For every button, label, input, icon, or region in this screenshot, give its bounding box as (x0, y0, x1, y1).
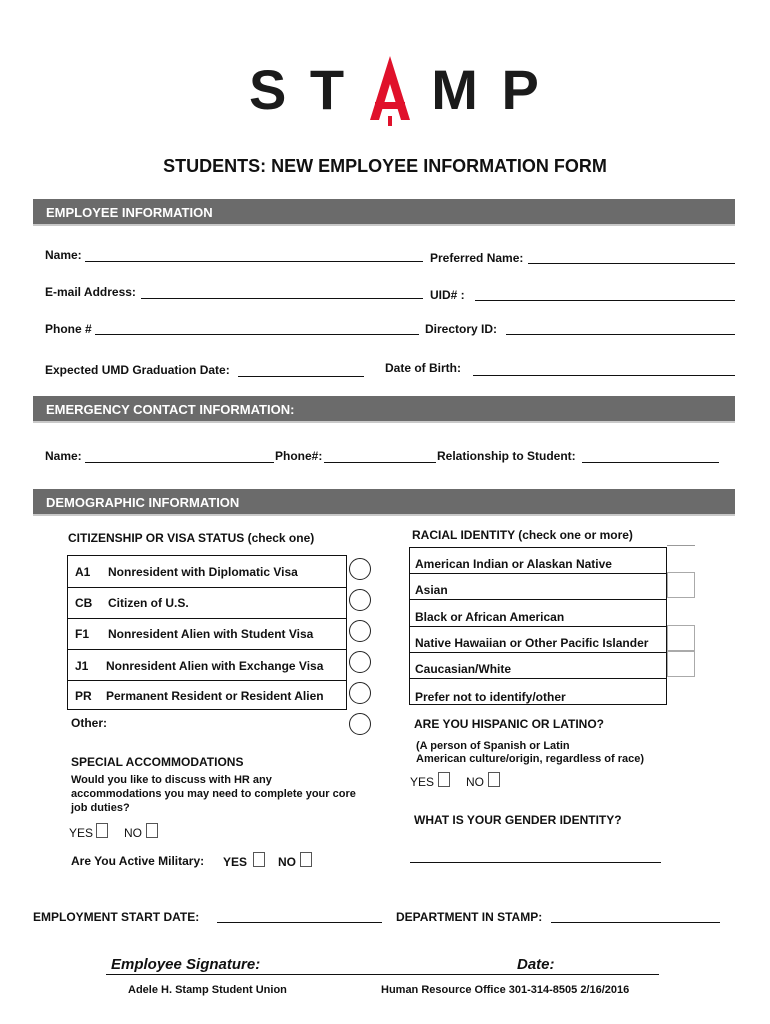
military-no-label: NO (278, 855, 296, 869)
accommodations-no-label: NO (124, 826, 142, 840)
hispanic-note-1: (A person of Spanish or Latin (416, 740, 570, 752)
radio-pr[interactable] (349, 682, 371, 704)
preferred-name-label: Preferred Name: (430, 251, 524, 265)
dob-label: Date of Birth: (385, 361, 461, 375)
military-no-checkbox[interactable] (300, 852, 312, 867)
military-yes-label: YES (223, 855, 248, 869)
hispanic-no-checkbox[interactable] (488, 772, 500, 787)
citizenship-label-a1: Nonresident with Diplomatic Visa (108, 565, 298, 579)
racial-option-american-indian: American Indian or Alaskan Native (415, 557, 612, 571)
radio-cb[interactable] (349, 589, 371, 611)
checkbox-racial-2[interactable] (667, 625, 695, 651)
department-field[interactable] (551, 922, 720, 923)
date-label: Date: (517, 956, 555, 973)
citizenship-code-pr: PR (75, 689, 92, 703)
radio-other[interactable] (349, 713, 371, 735)
accommodations-line-1: Would you like to discuss with HR any (71, 774, 272, 786)
emergency-phone-field[interactable] (324, 462, 436, 463)
citizenship-label-j1: Nonresident Alien with Exchange Visa (106, 659, 324, 673)
hispanic-note-2: American culture/origin, regardless of race) (416, 753, 645, 765)
racial-option-pacific-islander: Native Hawaiian or Other Pacific Islander (415, 636, 649, 650)
name-field[interactable] (85, 261, 423, 262)
citizenship-heading: CITIZENSHIP OR VISA STATUS (check one) (68, 531, 315, 545)
checkbox-racial-3[interactable] (667, 651, 695, 677)
footer-left: Adele H. Stamp Student Union (128, 984, 287, 996)
accommodations-line-2: accommodations you may need to complete your core (71, 788, 356, 800)
footer-right: Human Resource Office 301-314-8505 2/16/2016 (381, 984, 630, 996)
citizenship-other-label: Other: (71, 716, 107, 730)
emergency-name-field[interactable] (85, 462, 274, 463)
stamp-logo (249, 57, 543, 129)
gender-field[interactable] (410, 862, 661, 863)
gender-question: WHAT IS YOUR GENDER IDENTITY? (414, 813, 622, 827)
hispanic-yes-label: YES (410, 775, 435, 789)
phone-field[interactable] (95, 334, 419, 335)
section-demographic: DEMOGRAPHIC INFORMATION (33, 489, 735, 516)
accommodations-line-3: job duties? (71, 802, 130, 814)
radio-f1[interactable] (349, 620, 371, 642)
form-title: STUDENTS: NEW EMPLOYEE INFORMATION FORM (163, 156, 607, 176)
racial-option-white: Caucasian/White (415, 662, 512, 676)
grad-date-label: Expected UMD Graduation Date: (45, 363, 230, 377)
racial-top-rule (667, 545, 695, 546)
uid-label: UID# : (430, 288, 465, 302)
directory-id-field[interactable] (506, 334, 735, 335)
citizenship-code-f1: F1 (75, 627, 90, 641)
relationship-field[interactable] (582, 462, 719, 463)
military-yes-checkbox[interactable] (253, 852, 265, 867)
uid-field[interactable] (475, 300, 735, 301)
signature-label: Employee Signature: (111, 956, 261, 973)
checkbox-racial-1[interactable] (667, 572, 695, 598)
racial-option-asian: Asian (415, 583, 448, 597)
logo-letter-t: T (309, 58, 349, 121)
signature-line[interactable] (106, 974, 659, 975)
citizenship-label-f1: Nonresident Alien with Student Visa (108, 627, 314, 641)
military-label: Are You Active Military: (71, 854, 205, 868)
citizenship-code-cb: CB (75, 596, 93, 610)
citizenship-label-cb: Citizen of U.S. (108, 596, 189, 610)
grad-date-field[interactable] (238, 376, 364, 377)
emergency-phone-label: Phone#: (275, 449, 323, 463)
email-label: E-mail Address: (45, 285, 136, 299)
accommodations-heading: SPECIAL ACCOMMODATIONS (71, 755, 244, 769)
preferred-name-field[interactable] (528, 263, 735, 264)
hispanic-yes-checkbox[interactable] (438, 772, 450, 787)
email-field[interactable] (141, 298, 423, 299)
racial-option-prefer-not: Prefer not to identify/other (415, 690, 566, 704)
start-date-field[interactable] (217, 922, 382, 923)
citizenship-label-pr: Permanent Resident or Resident Alien (106, 689, 324, 703)
accommodations-yes-label: YES (69, 826, 94, 840)
logo-letter-p: P (501, 58, 543, 121)
radio-j1[interactable] (349, 651, 371, 673)
hispanic-question: ARE YOU HISPANIC OR LATINO? (414, 717, 605, 731)
dob-field[interactable] (473, 375, 735, 376)
logo-letter-a (368, 58, 412, 122)
section-emergency-contact: EMERGENCY CONTACT INFORMATION: (33, 396, 735, 423)
hispanic-no-label: NO (466, 775, 484, 789)
relationship-label: Relationship to Student: (437, 449, 576, 463)
name-label: Name: (45, 248, 82, 262)
section-employee-info: EMPLOYEE INFORMATION (33, 199, 735, 226)
accommodations-yes-checkbox[interactable] (96, 823, 108, 838)
emergency-name-label: Name: (45, 449, 82, 463)
phone-label: Phone # (45, 322, 92, 336)
citizenship-code-a1: A1 (75, 565, 91, 579)
logo-letter-m: M (431, 58, 482, 121)
racial-option-black: Black or African American (415, 610, 565, 624)
department-label: DEPARTMENT IN STAMP: (396, 910, 543, 924)
logo-letter-s: S (249, 58, 291, 121)
radio-a1[interactable] (349, 558, 371, 580)
start-date-label: EMPLOYMENT START DATE: (33, 910, 200, 924)
accommodations-no-checkbox[interactable] (146, 823, 158, 838)
directory-id-label: Directory ID: (425, 322, 498, 336)
citizenship-code-j1: J1 (75, 659, 89, 673)
racial-heading: RACIAL IDENTITY (check one or more) (412, 528, 633, 542)
logo-a-mark (368, 54, 412, 126)
